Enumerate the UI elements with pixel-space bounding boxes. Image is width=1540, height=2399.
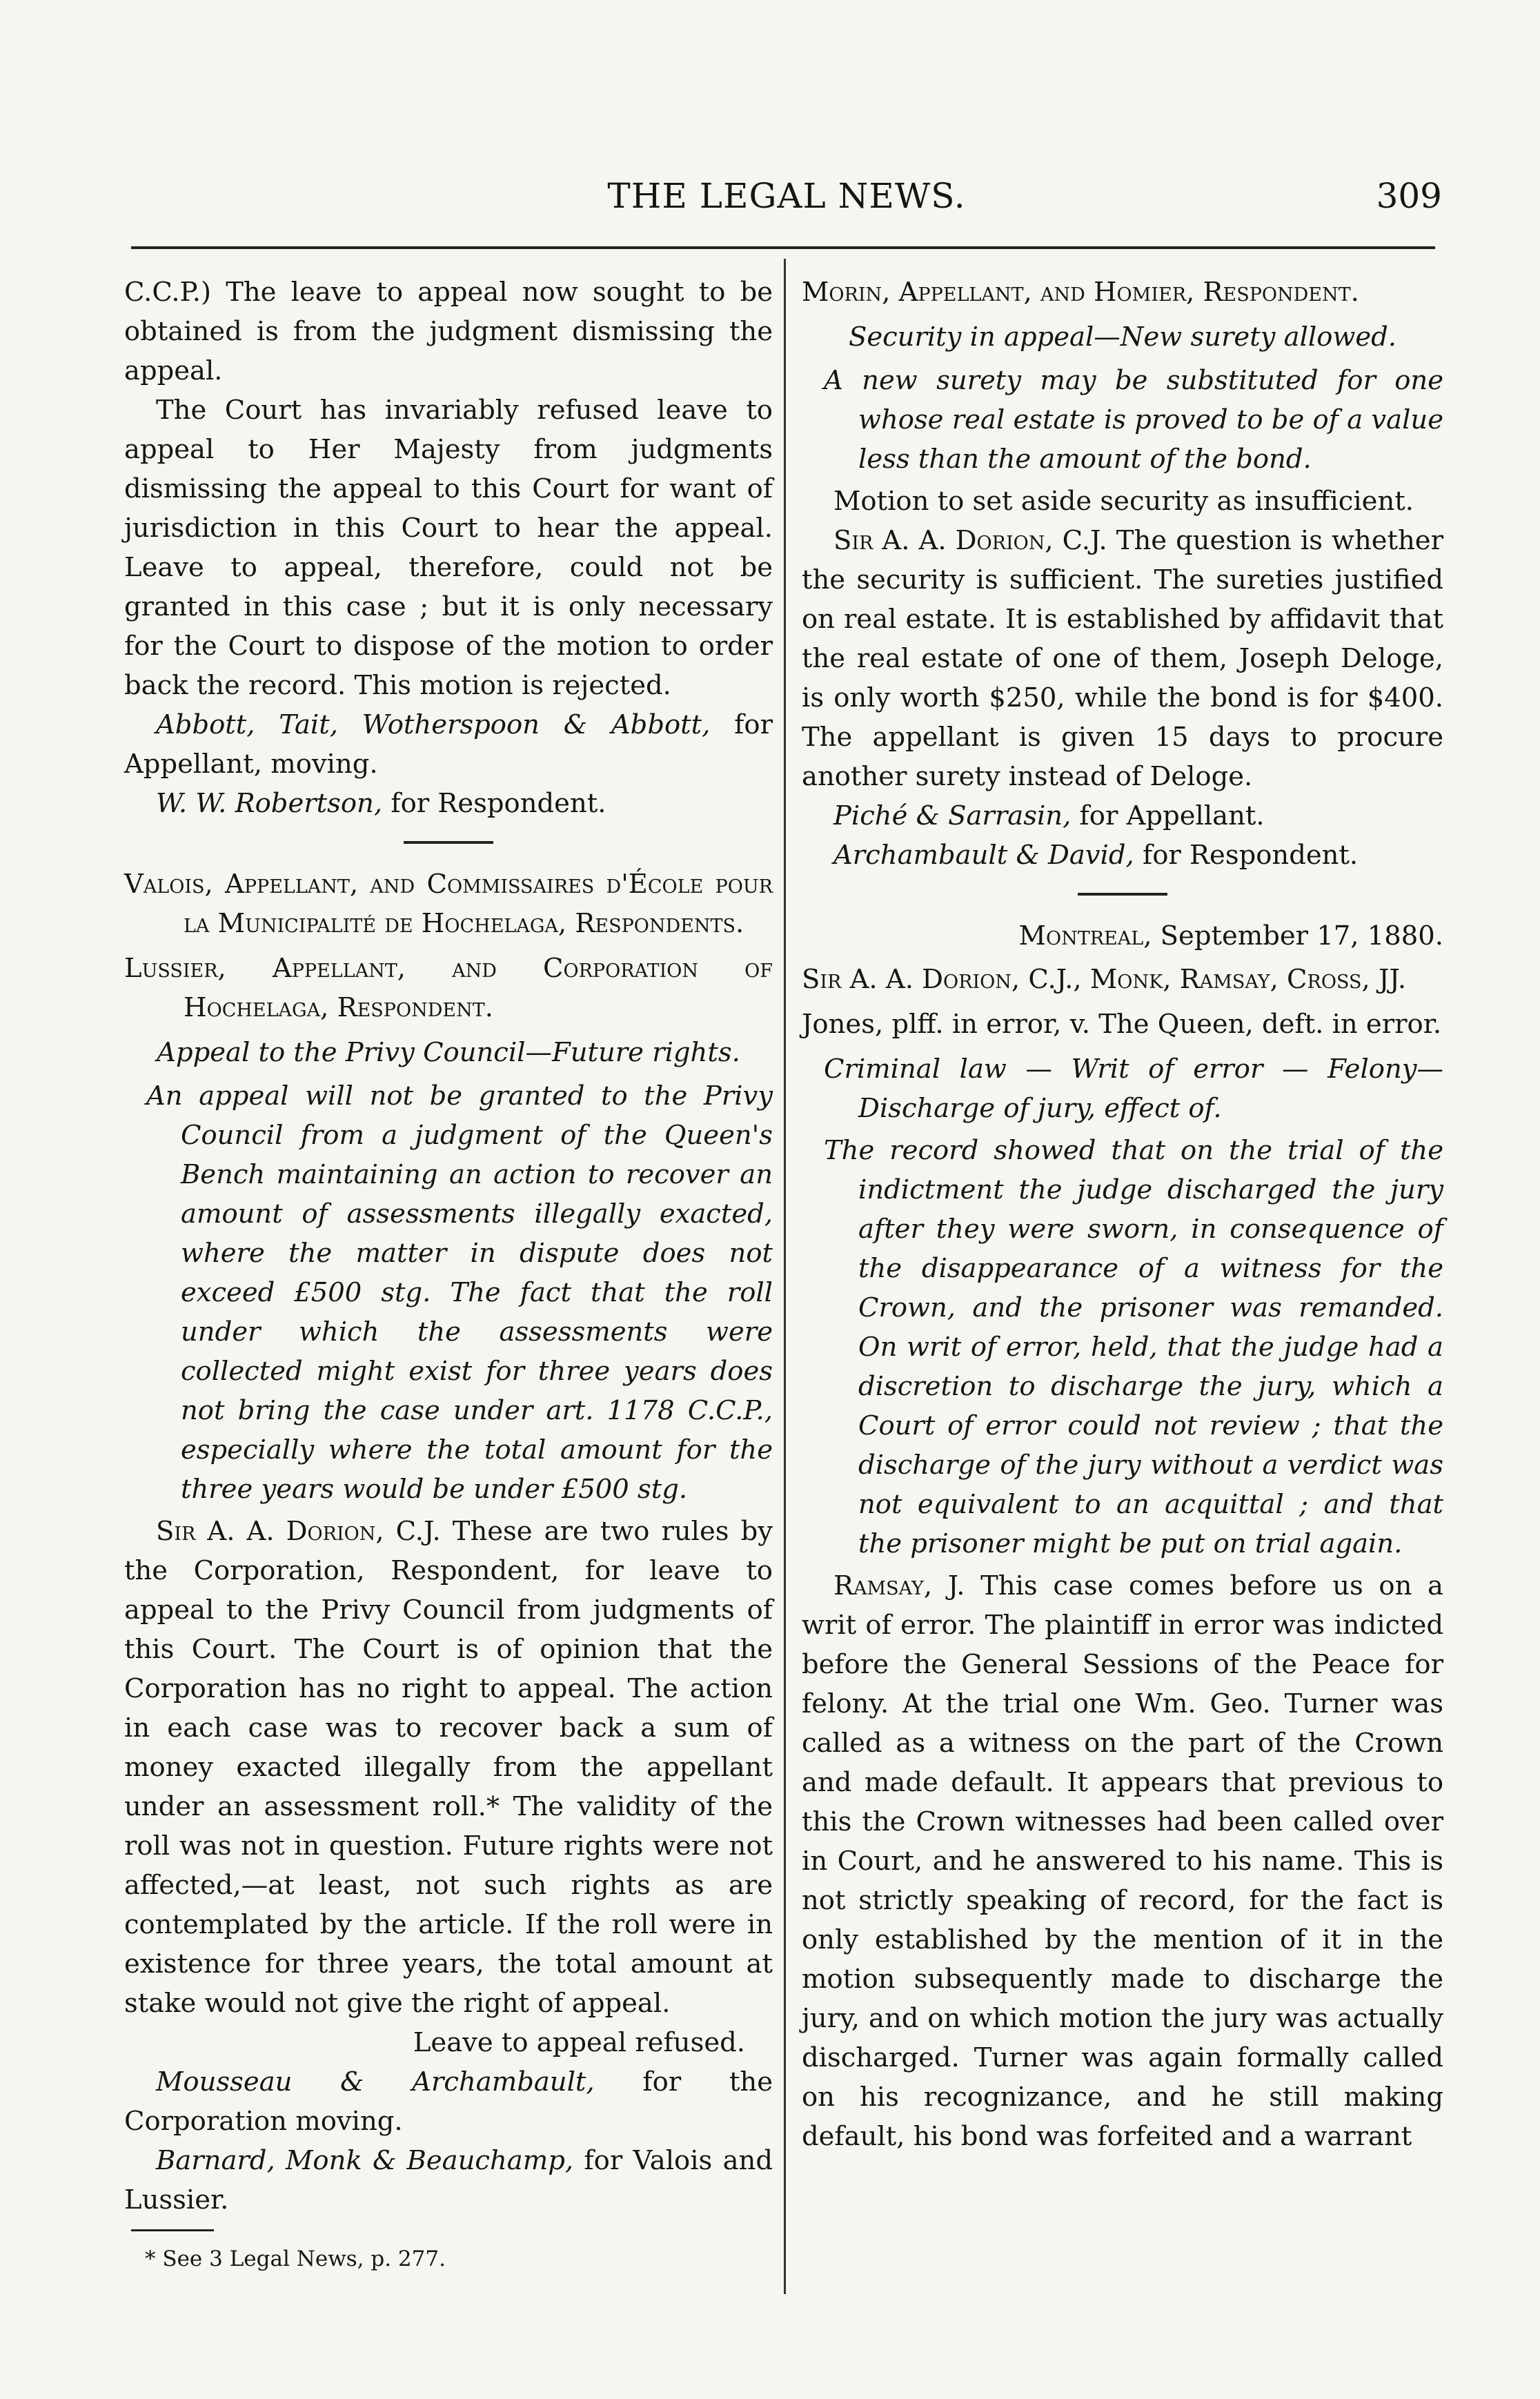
header-rule [131,246,1435,249]
continuation-paragraph: C.C.P.) The leave to appeal now sought to be obtained is from the judgment dismissing the appeal. [124,277,773,386]
dateline [802,916,1443,956]
page-header [131,176,1442,224]
counsel-line [124,705,773,784]
counsel-line [802,796,1443,836]
case-headnote: An appeal will not be granted to the Privy Council from a judgment of the Queen's Bench maintaining an action to recover an amount of assessments illegally exacted, where the matter in dispute does not exceed £500 stg. The fact that the roll under which the assessments were collected might exist for three years does not bring the case under art. 1178 C.C.P., especially where the total amount for the three years would be under £500 stg. [146,1080,773,1505]
footnote-rule [131,2229,214,2231]
case-title: Valois, Appellant, and Commissaires d'École pour la Municipalité de Hochelaga, Respondents. [124,869,773,939]
case-title: Morin, Appellant, and Homier, Respondent. [802,277,1359,308]
dateline-date: September 17, 1880. [1152,920,1443,951]
motion-line: Motion to set aside security as insufficient. [833,486,1414,517]
judge-name: Ramsay, J. [833,1570,965,1601]
paragraph: The Court has invariably refused leave to appeal to Her Majesty from judgments dismissing the appeal to this Court for want of jurisdiction in this Court to hear the appeal. Leave to appeal, therefore, could not be granted in this case ; but it is only necessary for the Court to dispose of the motion to order back the record. This motion is rejected. [124,395,773,701]
counsel-role: for Respondent. [382,788,606,819]
bench-line: Sir A. A. Dorion, C.J., Monk, Ramsay, Cross, JJ. [802,964,1407,995]
left-column [124,273,773,2274]
opinion-paragraph [124,1512,773,2023]
judge-name: Sir A. A. Dorion, C.J. [833,525,1107,556]
case-subhead: Security in appeal—New surety allowed. [848,322,1397,353]
judge-name: Sir A. A. Dorion, C.J. [156,1516,441,1547]
opinion-text: These are two rules by the Corporation, Respondent, for leave to appeal to the Privy Council from judgments of this Court. The Court is of opinion that the Corporation has no right to appeal. The action in each case was to recover back a sum of money exacted illegally from the appellant under an assessment roll.* The validity of the roll was not in question. Future rights were not affected,—at least, not such rights as are contemplated by the article. If the roll were in existence for three years, the total amount at stake would not give the right of appeal. [124,1516,773,2019]
counsel-role: for Appellant, moving. [124,709,773,780]
counsel-role: for Appellant. [1071,800,1265,831]
counsel-names: Barnard, Monk & Beauchamp, [156,2145,574,2176]
column-divider [784,259,786,2294]
opinion-text: This case comes before us on a writ of error. The plaintiff in error was indicted before the General Sessions of the Peace for felony. At the trial one Wm. Geo. Turner was called as a witness on the part of the Crown and made default. It appears that previous to this the Crown witnesses had been called over in Court, and he answered to his name. This is not strictly speaking of record, for the fact is only established by the mention of it in the motion subsequently made to discharge the jury, and on which motion the jury was actually discharged. Turner was again formally called on his recognizance, and he still making default, his bond was forfeited and a warrant [802,1570,1443,2152]
page-number: 309 [1376,176,1442,216]
counsel-names: Abbott, Tait, Wotherspoon & Abbott, [156,709,711,740]
opinion-paragraph [802,1566,1443,2156]
counsel-role: for Respondent. [1134,840,1359,871]
counsel-line [124,2062,773,2141]
counsel-line [802,836,1443,875]
opinion-text: The question is whether the security is sufficient. The sureties justified on real estate. It is established by affidavit that the real estate of one of them, Joseph Deloge, is only worth $250, while the bond is for $400. The appellant is given 15 days to procure another surety instead of Deloge. [802,525,1443,792]
section-rule [404,841,493,844]
case-headnote: The record showed that on the trial of the indictment the judge discharged the jury after they were sworn, in consequence of the disappearance of a witness for the Crown, and the prisoner was remanded. On writ of error, held, that the judge had a discretion to discharge the jury, which a Court of error could not review ; that the discharge of the jury without a verdict was not equivalent to an acquittal ; and that the prisoner might be put on trial again. [824,1135,1443,1559]
counsel-line [124,2141,773,2220]
case-subhead: Appeal to the Privy Council—Future rights. [157,1037,740,1068]
opinion-paragraph [802,521,1443,796]
counsel-names: Archambault & David, [833,840,1134,871]
case-title: Lussier, Appellant, and Corporation of Hochelaga, Respondent. [124,953,773,1023]
case-headnote: A new surety may be substituted for one whose real estate is proved to be of a value less than the amount of the bond. [824,365,1443,475]
counsel-role: for the Corporation moving. [124,2066,773,2137]
disposition: Leave to appeal refused. [413,2027,745,2058]
counsel-names: Piché & Sarrasin, [833,800,1072,831]
counsel-line [124,784,773,823]
counsel-names: W. W. Robertson, [156,788,383,819]
case-subhead: Criminal law — Writ of error — Felony— Discharge of jury, effect of. [824,1054,1443,1124]
footnote: * See 3 Legal News, p. 277. [145,2247,446,2271]
section-rule [1078,893,1167,896]
dateline-place: Montreal, [1018,920,1152,951]
running-title: THE LEGAL NEWS. [607,176,966,216]
right-column [802,273,1443,2156]
counsel-role: for Valois and Lussier. [124,2145,773,2215]
counsel-names: Mousseau & Archambault, [156,2066,595,2097]
case-title: Jones, plff. in error, v. The Queen, deft. in error. [802,1009,1442,1040]
